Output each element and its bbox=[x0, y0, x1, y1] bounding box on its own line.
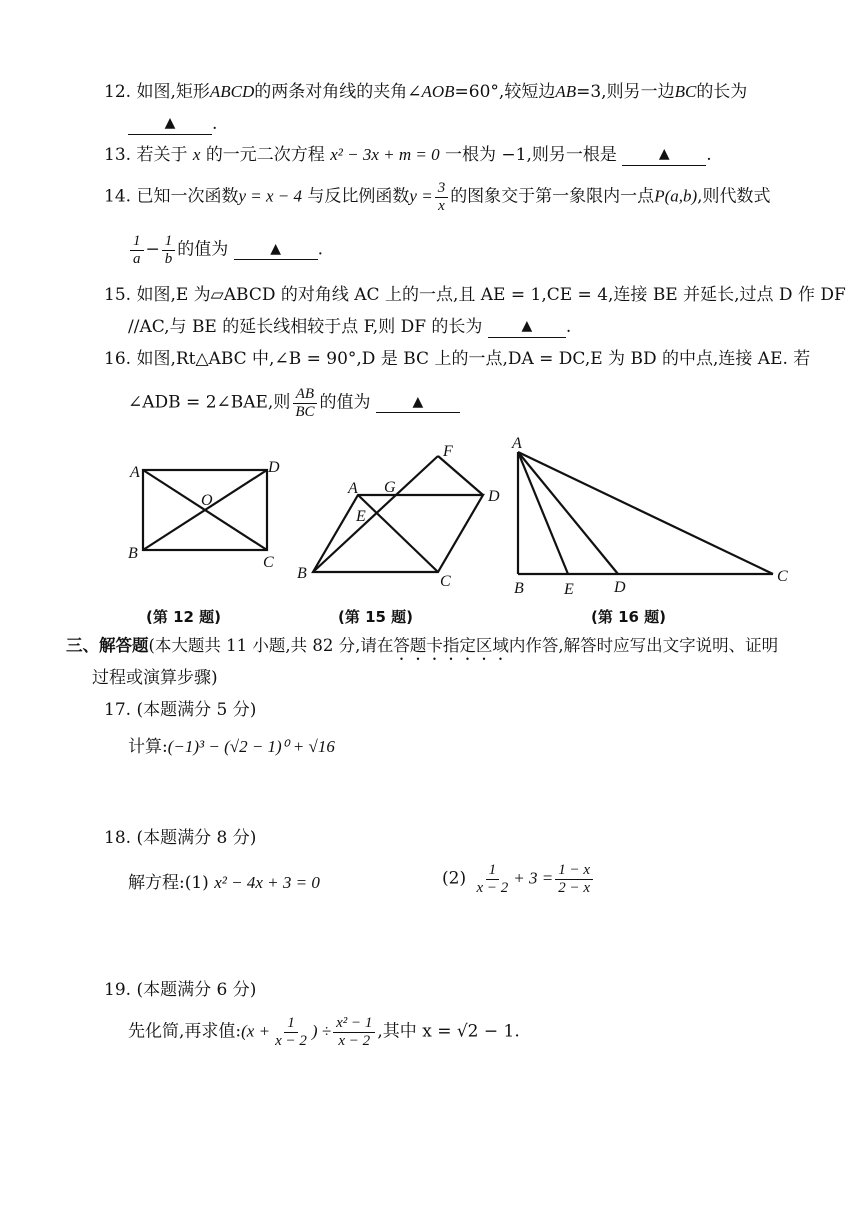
label-B: B bbox=[514, 580, 524, 597]
section-3-line2: 过程或演算步骤) bbox=[92, 668, 218, 688]
answer-blank[interactable]: ▲ bbox=[128, 117, 212, 135]
label-B: B bbox=[297, 565, 307, 582]
label-G: G bbox=[384, 479, 396, 496]
label-A: A bbox=[130, 464, 140, 481]
question-19-body: 先化简,再求值:(x + $\frac{1}{x - 2}$ ) ÷ $\frac{\text{x² − 1}}{x - 2}$ ,其中 x = √2 − 1. bbox=[128, 1015, 520, 1049]
figure-15 bbox=[313, 456, 483, 572]
label-A: A bbox=[512, 435, 522, 452]
label-B: B bbox=[128, 545, 138, 562]
question-15-line2: //AC,与 BE 的延长线相较于点 F,则 DF 的长为 ▲ . bbox=[128, 317, 572, 337]
q12-number: 12. bbox=[104, 82, 132, 102]
segment-ad bbox=[518, 452, 618, 574]
diagonal-ac bbox=[358, 495, 438, 572]
question-18-part1: 解方程:(1) x² − 4x + 3 = 0 bbox=[128, 873, 320, 893]
figure-15-caption: (第 15 题) bbox=[338, 608, 414, 626]
label-E: E bbox=[356, 508, 366, 525]
question-17-header: 17. (本题满分 5 分) bbox=[104, 700, 257, 720]
question-14: 14. 已知一次函数y = x − 4 与反比例函数y = $\frac{3}{x}$ 的图象交于第一象限内一点P(a,b),则代数式 bbox=[104, 180, 771, 214]
question-16-line2: ∠ADB = 2∠BAE,则 $\frac{AB}{BC}$ 的值为 ▲ bbox=[128, 386, 460, 420]
segment-ae bbox=[518, 452, 568, 574]
question-16: 16. 如图,Rt△ABC 中,∠B = 90°,D 是 BC 上的一点,DA = DC,E 为 BD 的中点,连接 AE. 若 bbox=[104, 349, 811, 369]
q12-answer-line: ▲ . bbox=[128, 114, 217, 135]
question-18-header: 18. (本题满分 8 分) bbox=[104, 828, 257, 848]
figure-16 bbox=[518, 452, 773, 574]
answer-blank[interactable]: ▲ bbox=[622, 148, 706, 166]
label-D: D bbox=[268, 459, 280, 476]
label-C: C bbox=[263, 554, 274, 571]
question-13: 13. 若关于 x 的一元二次方程 x² − 3x + m = 0 一根为 −1,则另一根是 ▲ . bbox=[104, 145, 712, 165]
question-15: 15. 如图,E 为▱ABCD 的对角线 AC 上的一点,且 AE = 1,CE = 4,连接 BE 并延长,过点 D 作 DF bbox=[104, 285, 846, 305]
label-A: A bbox=[348, 480, 358, 497]
answer-blank[interactable]: ▲ bbox=[234, 243, 318, 261]
question-19-header: 19. (本题满分 6 分) bbox=[104, 980, 257, 1000]
question-18-part2: (2) $\frac{1}{x - 2}$ + 3 = $\frac{1 - x}{2 - x}$ bbox=[442, 862, 595, 896]
section-3-heading: 三、解答题(本大题共 11 小题,共 82 分,请在答题卡指定区域内作答,解答时应写出文字说明、证明 bbox=[66, 636, 779, 655]
question-12: 12. 如图,矩形ABCD的两条对角线的夹角∠AOB=60°,较短边AB=3,则另一边BC的长为 bbox=[104, 82, 748, 102]
label-D: D bbox=[488, 488, 500, 505]
answer-blank[interactable]: ▲ bbox=[488, 320, 566, 338]
label-E: E bbox=[564, 581, 574, 598]
fraction: $\frac{3}{x}$ bbox=[435, 180, 449, 214]
label-O: O bbox=[201, 492, 213, 509]
figure-12 bbox=[143, 470, 267, 550]
label-F: F bbox=[443, 443, 453, 460]
figure-16-caption: (第 16 题) bbox=[591, 608, 667, 626]
label-D: D bbox=[614, 579, 626, 596]
line-df bbox=[438, 456, 483, 495]
answer-blank[interactable]: ▲ bbox=[376, 396, 460, 414]
q14-answer-line: $\frac{1}{a}$ − $\frac{1}{b}$ 的值为 ▲ . bbox=[128, 233, 323, 267]
figure-12-caption: (第 12 题) bbox=[146, 608, 222, 626]
label-C: C bbox=[777, 568, 788, 585]
side-ac bbox=[518, 452, 773, 574]
label-C: C bbox=[440, 573, 451, 590]
question-17-body: 计算:(−1)³ − (√2 − 1)⁰ + √16 bbox=[128, 737, 335, 757]
